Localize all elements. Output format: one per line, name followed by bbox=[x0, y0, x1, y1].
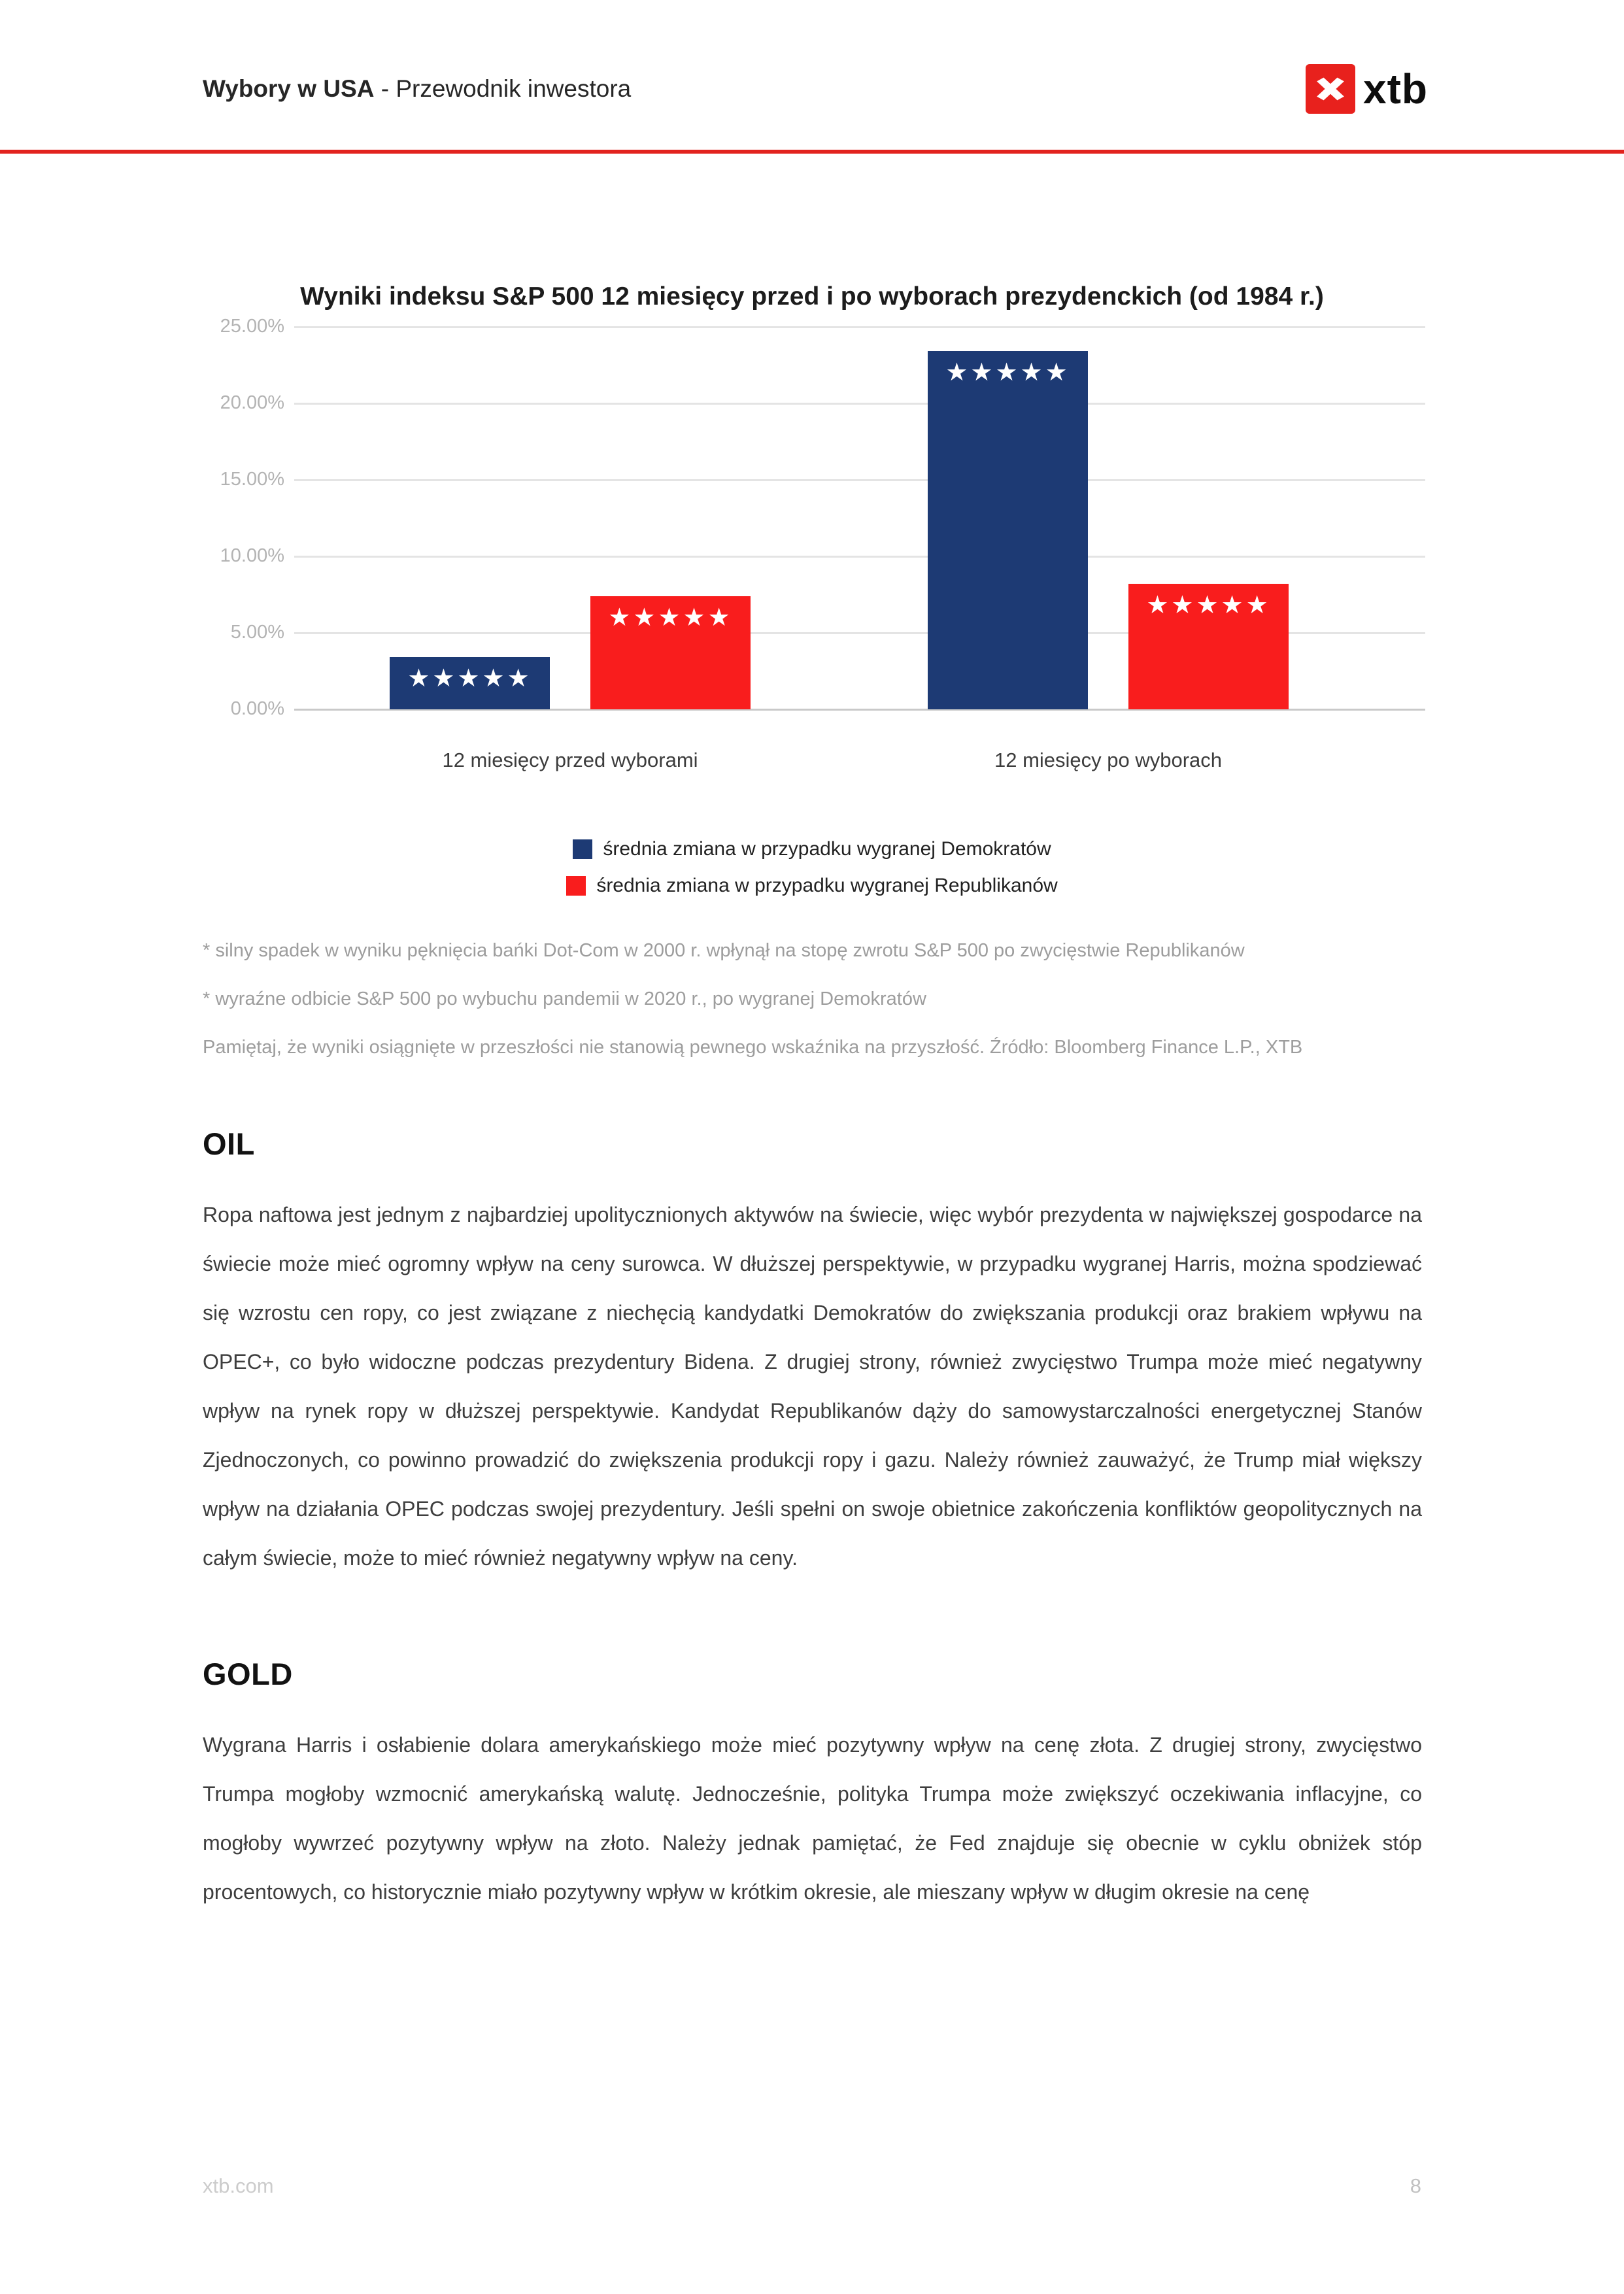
x-axis-category-label: 12 miesięcy przed wyborami bbox=[442, 749, 698, 771]
chart-legend bbox=[0, 838, 1624, 897]
section-heading-oil: OIL bbox=[203, 1126, 255, 1161]
gridline bbox=[294, 326, 1425, 328]
section-oil bbox=[203, 1126, 1422, 1583]
legend-label: średnia zmiana w przypadku wygranej Demokratów bbox=[603, 838, 1051, 860]
star-icons: ★★★★★ bbox=[945, 359, 1070, 387]
star-icons: ★★★★★ bbox=[1146, 592, 1271, 620]
chart-footnotes bbox=[203, 940, 1421, 1085]
page-title bbox=[203, 75, 631, 103]
legend-label: średnia zmiana w przypadku wygranej Republikanów bbox=[596, 875, 1058, 896]
xtb-logo-mark bbox=[1306, 64, 1355, 114]
footer-page-number: 8 bbox=[1410, 2174, 1421, 2197]
section-gold bbox=[203, 1656, 1422, 1917]
y-axis-tick: 15.00% bbox=[220, 469, 284, 490]
footer-site-url: xtb.com bbox=[203, 2174, 274, 2197]
xtb-x-bird-icon bbox=[1311, 70, 1349, 108]
section-body-oil: Ropa naftowa jest jednym z najbardziej upolitycznionych aktywów na świecie, więc wybór prezydenta w największej gospodarce na świecie może mieć ogromny wpływ na ceny surowca. W dłuższej perspektywie, w przypadku wygranej Harris, można spodziewać się wzrostu cen ropy, co jest związane z niechęcią kandydatki Demokratów do zwiększania produkcji oraz brakiem wpływu na OPEC+, co było widoczne podczas prezydentury Bidena. Z drugiej strony, również zwycięstwo Trumpa może mieć negatywny wpływ na rynek ropy w dłuższej perspektywie. Kandydat Republikanów dąży do samowystarczalności energetycznej Stanów Zjednoczonych, co powinno prowadzić do zwiększenia produkcji ropy i gazu. Należy również zauważyć, że Trump miał większy wpływ na działania OPEC podczas swojej prezydentury. Jeśli spełni on swoje obietnice zakończenia konfliktów geopolitycznych na całym świecie, może to mieć również negatywny wpływ na ceny. bbox=[203, 1203, 1422, 1570]
y-axis-tick: 20.00% bbox=[220, 392, 284, 413]
xtb-logo bbox=[1306, 64, 1428, 114]
plot-area bbox=[294, 327, 1425, 709]
section-heading-gold: GOLD bbox=[203, 1657, 293, 1691]
legend-swatch bbox=[573, 839, 592, 859]
y-axis-tick: 25.00% bbox=[220, 316, 284, 337]
chart-bar bbox=[390, 657, 550, 709]
page-title-bold: Wybory w USA bbox=[203, 75, 375, 102]
chart-bar bbox=[1128, 584, 1289, 709]
article-sections bbox=[203, 1126, 1422, 1917]
legend-item bbox=[573, 838, 1051, 860]
star-icons: ★★★★★ bbox=[407, 665, 532, 693]
star-icons: ★★★★★ bbox=[608, 603, 733, 632]
chart-bar bbox=[928, 351, 1088, 709]
section-body-gold: Wygrana Harris i osłabienie dolara amerykańskiego może mieć pozytywny wpływ na cenę złota. Z drugiej strony, zwycięstwo Trumpa mogłoby wzmocnić amerykańską walutę. Jednocześnie, polityka Trumpa może zwiększyć oczekiwania inflacyjne, co mogłoby wywrzeć pozytywny wpływ na złoto. Należy jednak pamiętać, że Fed znajduje się obecnie w cyklu obniżek stóp procentowych, co historycznie miało pozytywny wpływ w krótkim okresie, ale mieszany wpływ w długim okresie na cenę bbox=[203, 1733, 1422, 1904]
page-footer bbox=[203, 2174, 1421, 2198]
gridline bbox=[294, 556, 1425, 558]
y-axis-tick: 0.00% bbox=[230, 698, 284, 719]
y-axis-tick: 5.00% bbox=[230, 622, 284, 643]
page-title-rest: - Przewodnik inwestora bbox=[374, 75, 632, 102]
legend-swatch bbox=[566, 876, 586, 896]
page-header bbox=[203, 63, 1428, 115]
chart-title: Wyniki indeksu S&P 500 12 miesięcy przed i po wyborach prezydenckich (od 1984 r.) bbox=[300, 282, 1324, 311]
footnote-pandemic: * wyraźne odbicie S&P 500 po wybuchu pandemii w 2020 r., po wygranej Demokratów bbox=[203, 988, 926, 1009]
footnote-dotcom: * silny spadek w wyniku pęknięcia bańki Dot-Com w 2000 r. wpłynął na stopę zwrotu S&P 500 po zwycięstwie Republikanów bbox=[203, 940, 1245, 961]
y-axis-tick: 10.00% bbox=[220, 545, 284, 566]
xtb-logo-text: xtb bbox=[1363, 65, 1428, 112]
header-divider bbox=[0, 150, 1624, 154]
x-axis-category-label: 12 miesięcy po wyborach bbox=[994, 749, 1223, 771]
y-axis-labels bbox=[154, 316, 284, 719]
gridline bbox=[294, 479, 1425, 481]
chart-bar bbox=[590, 596, 751, 709]
legend-item bbox=[566, 875, 1057, 897]
footnote-disclaimer-source: Pamiętaj, że wyniki osiągnięte w przeszłości nie stanowią pewnego wskaźnika na przyszłość. Źródło: Bloomberg Finance L.P., XTB bbox=[203, 1037, 1303, 1058]
gridline bbox=[294, 403, 1425, 405]
